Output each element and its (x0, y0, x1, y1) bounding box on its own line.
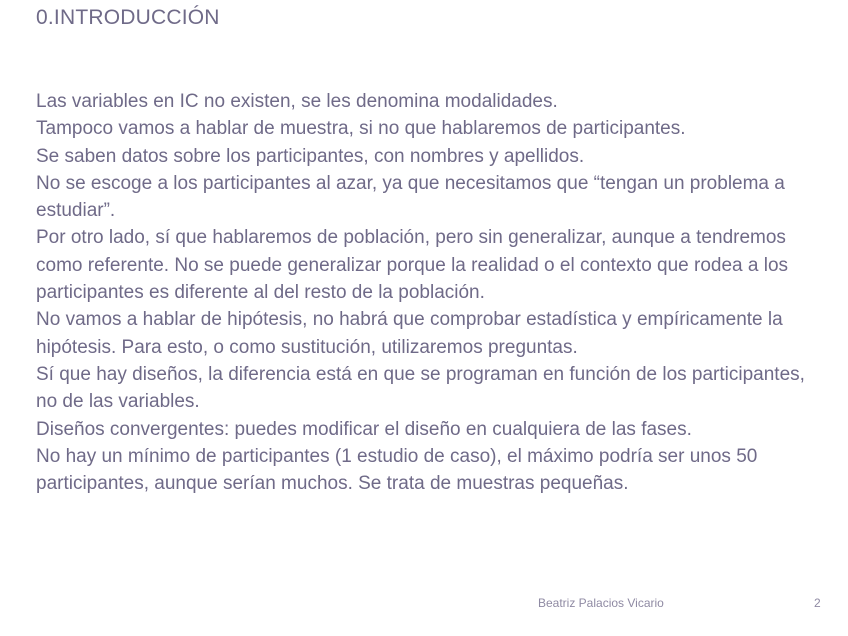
footer-author: Beatriz Palacios Vicario (538, 596, 664, 610)
body-paragraph: Tampoco vamos a hablar de muestra, si no que hablaremos de participantes. (36, 118, 686, 140)
body-paragraph: Diseños convergentes: puedes modificar el diseño en cualquiera de las fases. (36, 418, 692, 440)
body-paragraph: No hay un mínimo de participantes (1 estudio de caso), el máximo podría ser unos 50 participantes, aunque serían muchos. Se trata de muestras pequeñas. (36, 445, 758, 495)
body-paragraph: Las variables en IC no existen, se les denomina modalidades. (36, 91, 558, 112)
body-paragraph: Sí que hay diseños, la diferencia está en que se programan en función de los participantes, no de las variables. (36, 363, 805, 413)
page-number: 2 (814, 596, 821, 610)
body-paragraph: No se escoge a los participantes al azar, ya que necesitamos que “tengan un problema a estudiar”. (36, 172, 785, 222)
slide-title: 0.INTRODUCCIÓN (36, 6, 220, 29)
body-paragraph: Por otro lado, sí que hablaremos de población, pero sin generalizar, aunque a tendremos como referente. No se puede generalizar porque la realidad o el contexto que rodea a los participantes es diferente al del resto de la población. (36, 227, 789, 304)
body-paragraph: Se saben datos sobre los participantes, con nombres y apellidos. (36, 145, 585, 167)
slide-body (36, 88, 816, 497)
body-paragraph: No vamos a hablar de hipótesis, no habrá que comprobar estadística y empíricamente la hipótesis. Para esto, o como sustitución, utilizaremos preguntas. (36, 309, 783, 358)
